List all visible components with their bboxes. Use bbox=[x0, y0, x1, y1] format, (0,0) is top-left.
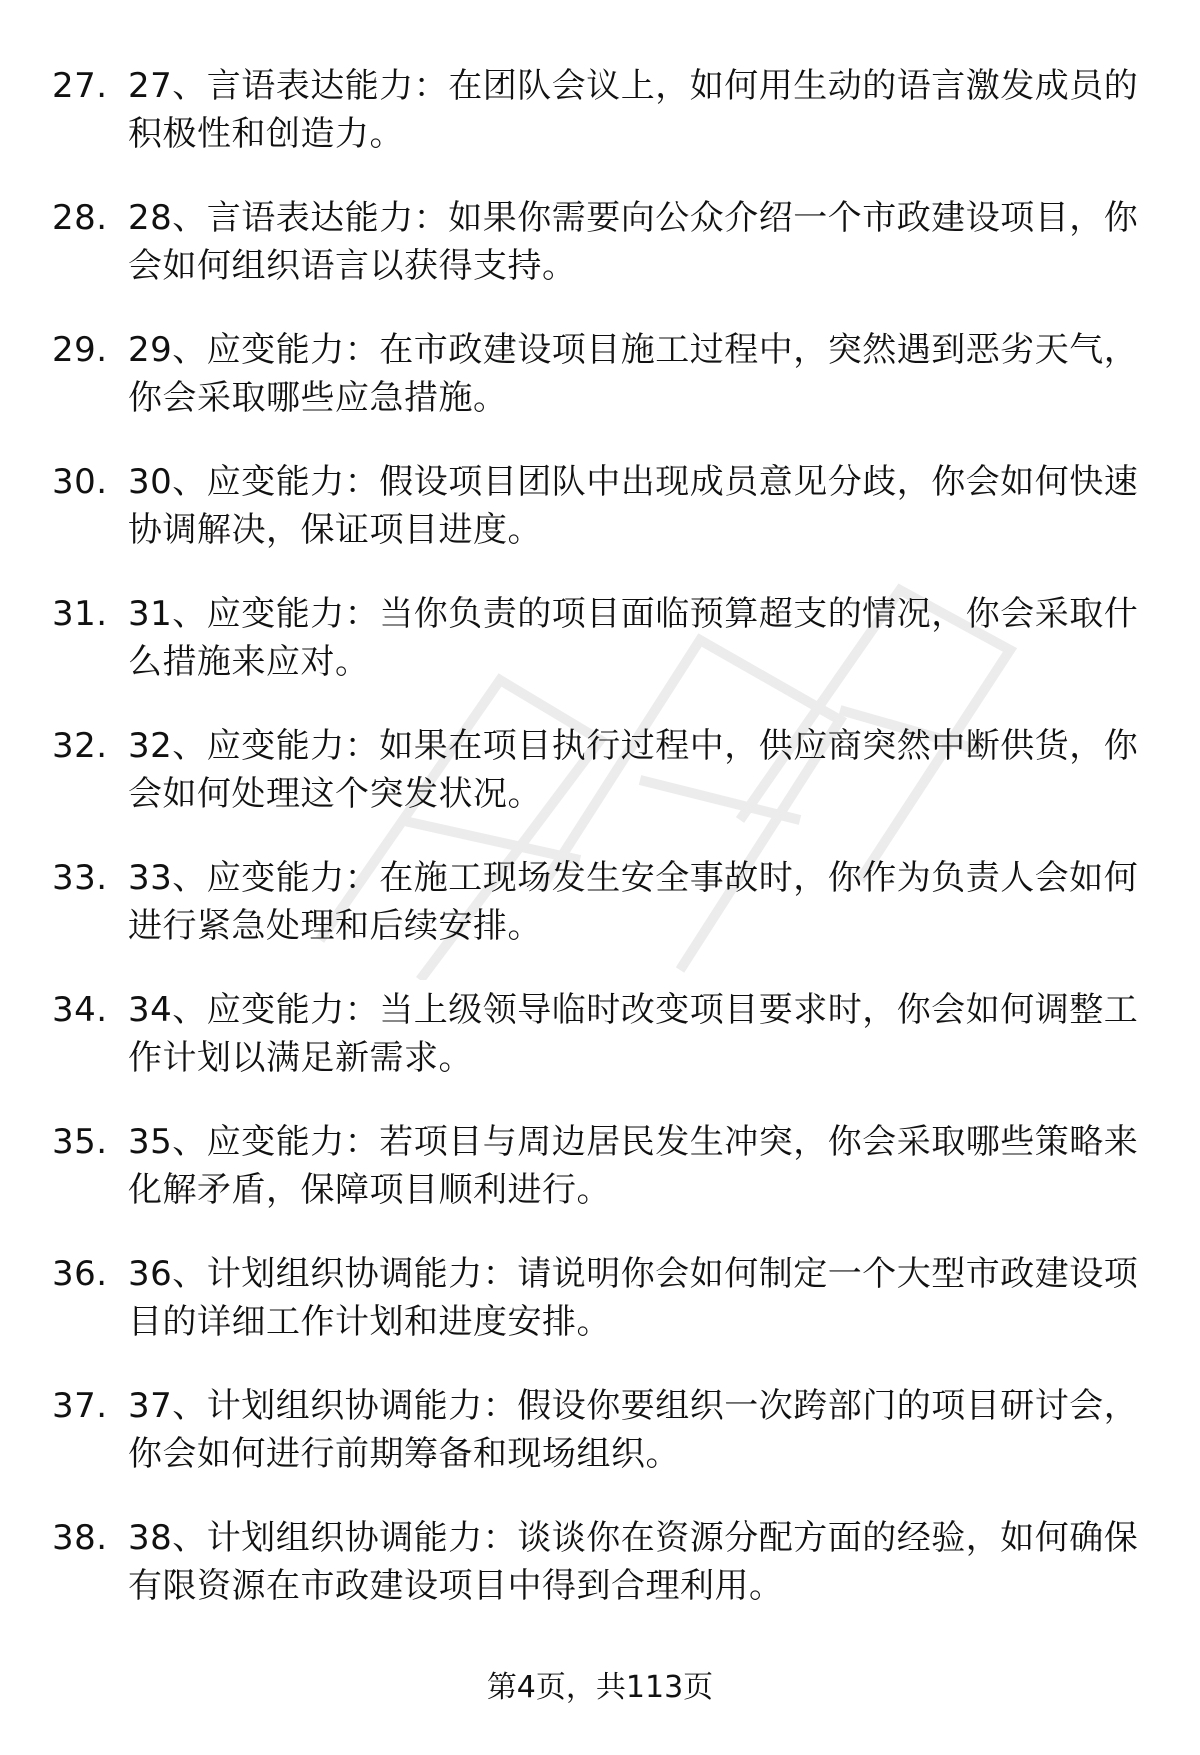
question-number: 28. bbox=[52, 198, 108, 238]
question-item-35 bbox=[52, 1118, 1152, 1214]
question-item-33 bbox=[52, 854, 1152, 950]
question-text: 30、应变能力：假设项目团队中出现成员意见分歧，你会如何快速协调解决，保证项目进度。 bbox=[128, 462, 1139, 550]
question-text: 35、应变能力：若项目与周边居民发生冲突，你会采取哪些策略来化解矛盾，保障项目顺利进行。 bbox=[128, 1122, 1139, 1210]
question-number: 32. bbox=[52, 726, 108, 766]
question-number: 34. bbox=[52, 990, 108, 1030]
page-footer bbox=[0, 1668, 1200, 1708]
question-text: 34、应变能力：当上级领导临时改变项目要求时，你会如何调整工作计划以满足新需求。 bbox=[128, 990, 1139, 1078]
question-number: 36. bbox=[52, 1254, 108, 1294]
question-number: 38. bbox=[52, 1518, 108, 1558]
question-item-34 bbox=[52, 986, 1152, 1082]
question-item-37 bbox=[52, 1382, 1152, 1478]
question-number: 35. bbox=[52, 1122, 108, 1162]
question-number: 33. bbox=[52, 858, 108, 898]
question-text: 32、应变能力：如果在项目执行过程中，供应商突然中断供货，你会如何处理这个突发状况。 bbox=[128, 726, 1139, 814]
question-text: 38、计划组织协调能力：谈谈你在资源分配方面的经验，如何确保有限资源在市政建设项目中得到合理利用。 bbox=[128, 1518, 1139, 1606]
question-item-32 bbox=[52, 722, 1152, 818]
question-text: 36、计划组织协调能力：请说明你会如何制定一个大型市政建设项目的详细工作计划和进度安排。 bbox=[128, 1254, 1139, 1342]
question-text: 33、应变能力：在施工现场发生安全事故时，你作为负责人会如何进行紧急处理和后续安排。 bbox=[128, 858, 1139, 946]
question-text: 29、应变能力：在市政建设项目施工过程中，突然遇到恶劣天气，你会采取哪些应急措施。 bbox=[128, 330, 1139, 418]
question-text: 27、言语表达能力：在团队会议上，如何用生动的语言激发成员的积极性和创造力。 bbox=[128, 66, 1139, 154]
question-item-31 bbox=[52, 590, 1152, 686]
question-item-30 bbox=[52, 458, 1152, 554]
question-number: 37. bbox=[52, 1386, 108, 1426]
question-item-38 bbox=[52, 1514, 1152, 1610]
question-list bbox=[52, 62, 1152, 1646]
question-text: 28、言语表达能力：如果你需要向公众介绍一个市政建设项目，你会如何组织语言以获得支持。 bbox=[128, 198, 1139, 286]
question-text: 37、计划组织协调能力：假设你要组织一次跨部门的项目研讨会，你会如何进行前期筹备和现场组织。 bbox=[128, 1386, 1139, 1474]
question-number: 27. bbox=[52, 66, 108, 106]
question-item-29 bbox=[52, 326, 1152, 422]
question-number: 31. bbox=[52, 594, 108, 634]
question-number: 30. bbox=[52, 462, 108, 502]
question-item-28 bbox=[52, 194, 1152, 290]
page-number-label: 第4页，共113页 bbox=[486, 1670, 714, 1705]
question-text: 31、应变能力：当你负责的项目面临预算超支的情况，你会采取什么措施来应对。 bbox=[128, 594, 1139, 682]
question-item-36 bbox=[52, 1250, 1152, 1346]
question-item-27 bbox=[52, 62, 1152, 158]
question-number: 29. bbox=[52, 330, 108, 370]
